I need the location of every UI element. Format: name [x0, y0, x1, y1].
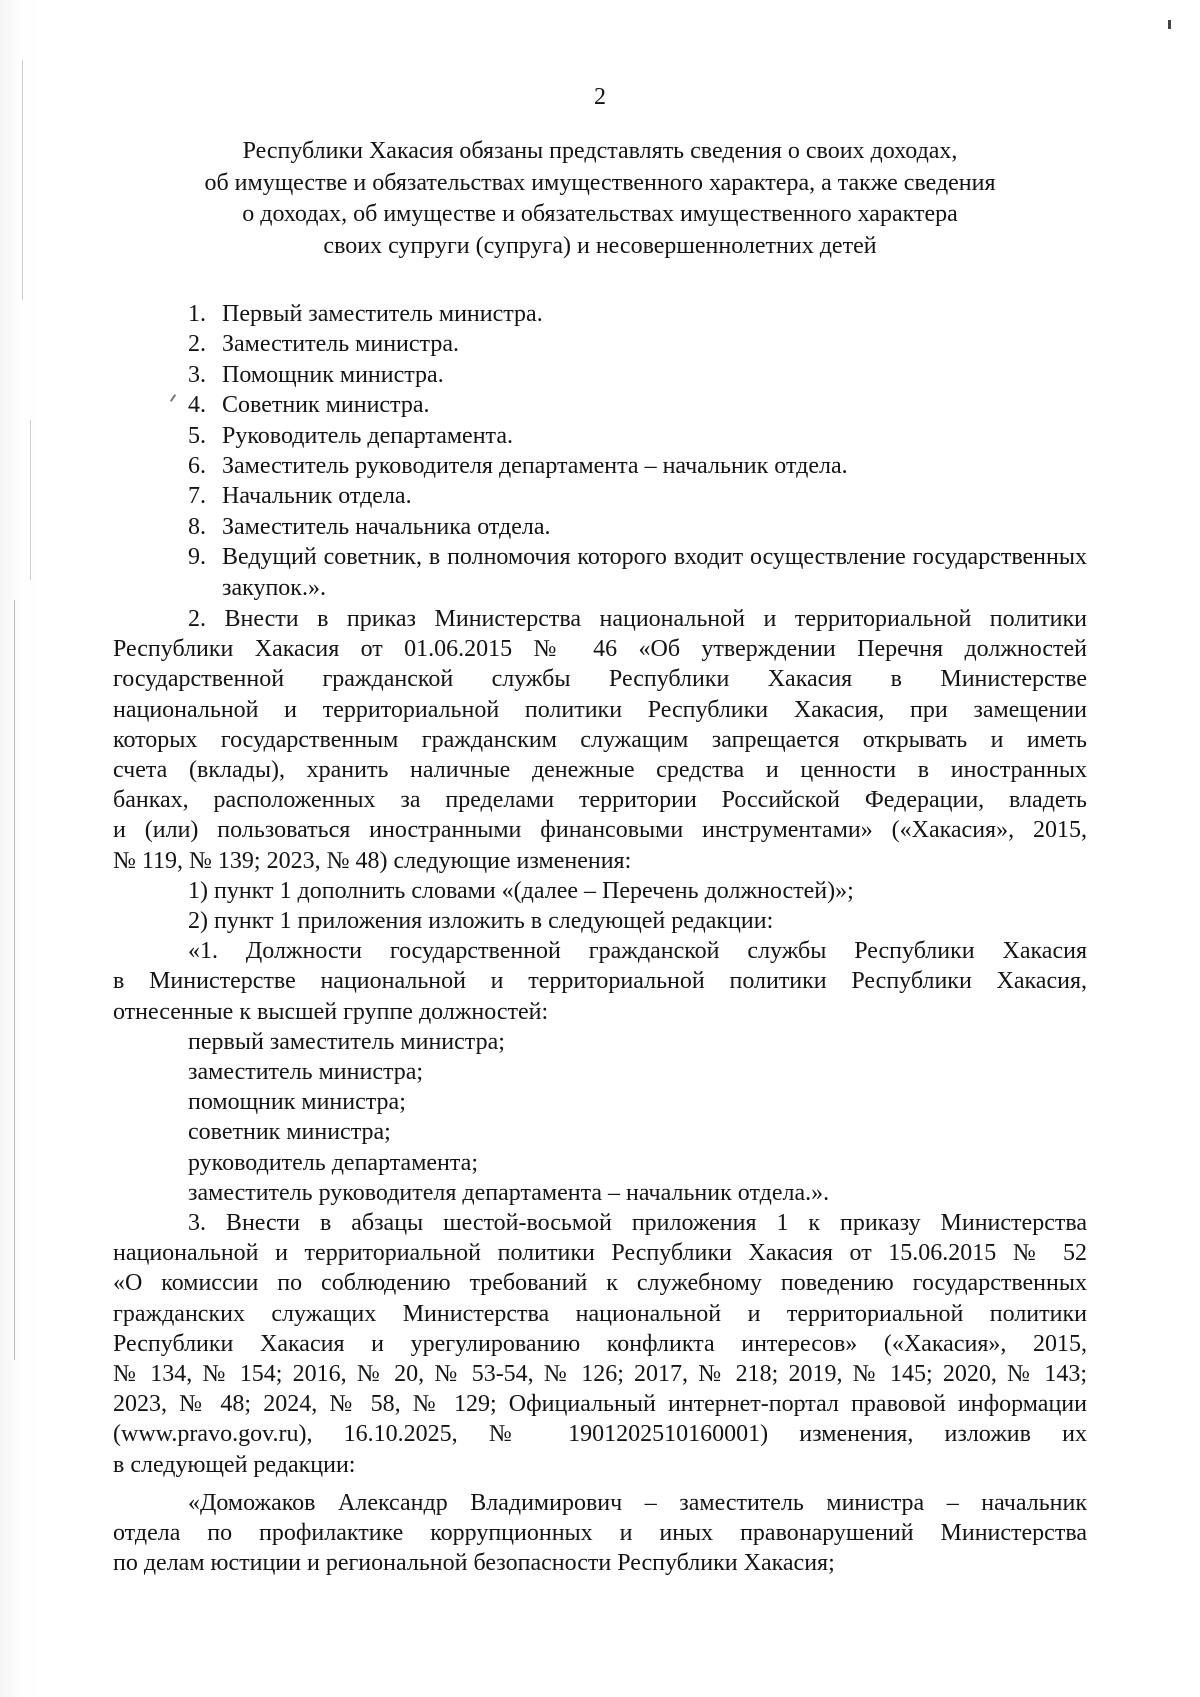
paragraph-line: 3. Внести в абзацы шестой-восьмой приложения 1 к приказу Министерства	[188, 1210, 1087, 1237]
paragraph-line: государственной гражданской службы Республики Хакасия в Министерстве	[113, 666, 1087, 693]
list-item	[188, 390, 1087, 420]
pen-tick-mark	[170, 394, 176, 402]
list-item-text: Заместитель руководителя департамента – начальник отдела.	[222, 453, 848, 480]
list-item-text: Помощник министра.	[222, 361, 444, 388]
list-item-number: 4.	[188, 392, 206, 419]
paragraph-line: Республики Хакасия от 01.06.2015 № 46 «Об утверждении Перечня должностей	[113, 636, 1087, 663]
document-body	[113, 604, 1087, 1579]
paragraph-line: в следующей редакции:	[113, 1451, 356, 1478]
paragraph-line: руководитель департамента;	[188, 1149, 478, 1176]
paragraph-line: Республики Хакасия и урегулированию конфликта интересов» («Хакасия», 2015,	[113, 1330, 1087, 1357]
list-item-text: Заместитель министра.	[222, 331, 459, 358]
list-item-number: 1.	[188, 301, 206, 327]
paragraph-line: № 134, № 154; 2016, № 20, № 53-54, № 126; 2017, № 218; 2019, № 145; 2020, № 143;	[113, 1361, 1087, 1388]
paragraph-line: отнесенные к высшей группе должностей:	[113, 998, 549, 1025]
section-title	[140, 136, 1060, 263]
scan-corner-mark	[1168, 20, 1171, 29]
page-number: 2	[594, 84, 606, 110]
list-item	[188, 421, 1087, 451]
list-item	[188, 542, 1087, 603]
title-line: об имуществе и обязательствах имущественного характера, а также сведения	[204, 169, 996, 196]
list-item-number: 3.	[188, 361, 206, 388]
list-item-text: Советник министра.	[222, 392, 430, 419]
list-item	[188, 299, 1087, 329]
list-item	[188, 360, 1087, 390]
positions-list	[188, 299, 1087, 603]
scan-streak	[14, 600, 15, 1360]
paragraph-line: в Министерстве национальной и территориальной политики Республики Хакасия,	[113, 968, 1087, 995]
list-item-number: 9.	[188, 544, 206, 571]
title-line: своих супруги (супруга) и несовершеннолетних детей	[323, 233, 877, 260]
title-line: о доходах, об имуществе и обязательствах имущественного характера	[242, 201, 958, 228]
paragraph-line: которых государственным гражданским служащим запрещается открывать и иметь	[113, 726, 1087, 753]
paragraph-line: заместитель руководителя департамента – начальник отдела.».	[188, 1179, 830, 1206]
list-item-number: 5.	[188, 422, 206, 449]
list-item-number: 8.	[188, 513, 206, 540]
paragraph-line: «Доможаков Александр Владимирович – заместитель министра – начальник	[188, 1489, 1087, 1516]
title-line: Республики Хакасия обязаны представлять сведения о своих доходах,	[242, 138, 958, 164]
paragraph-line: (www.pravo.gov.ru), 16.10.2025, № 1901202510160001) изменения, изложив их	[113, 1421, 1087, 1448]
list-item	[188, 512, 1087, 542]
scan-streak	[30, 420, 31, 580]
list-item-text: Заместитель начальника отдела.	[222, 513, 551, 540]
paragraph-line: национальной и территориальной политики Республики Хакасия от 15.06.2015 № 52	[113, 1240, 1087, 1267]
list-item	[188, 481, 1087, 511]
list-item-number: 7.	[188, 483, 206, 510]
list-item-number: 2.	[188, 331, 206, 358]
list-item-text: Первый заместитель министра.	[222, 301, 543, 327]
paragraph-line: первый заместитель министра;	[188, 1028, 505, 1055]
paragraph-line: помощник министра;	[188, 1089, 406, 1116]
paragraph-line: 1) пункт 1 дополнить словами «(далее – Перечень должностей)»;	[188, 877, 854, 904]
list-item-text: Ведущий советник, в полномочия которого входит осуществление государственных закупок.».	[222, 544, 1087, 601]
paragraph-line: счета (вклады), хранить наличные денежные средства и ценности в иностранных	[113, 757, 1087, 784]
list-item	[188, 329, 1087, 359]
list-item-text: Начальник отдела.	[222, 483, 412, 510]
paragraph-line: «1. Должности государственной гражданской службы Республики Хакасия	[188, 938, 1087, 965]
paragraph-line: «О комиссии по соблюдению требований к служебному поведению государственных	[113, 1270, 1087, 1297]
paragraph-line: отдела по профилактике коррупционных и иных правонарушений Министерства	[113, 1520, 1087, 1547]
paragraph-line: гражданских служащих Министерства национальной и территориальной политики	[113, 1300, 1087, 1327]
paragraph-line: советник министра;	[188, 1119, 391, 1146]
paragraph-line: № 119, № 139; 2023, № 48) следующие изменения:	[113, 847, 632, 874]
paragraph-line: 2023, № 48; 2024, № 58, № 129; Официальный интернет-портал правовой информации	[113, 1391, 1087, 1418]
list-item-text: Руководитель департамента.	[222, 422, 513, 449]
paragraph-line: заместитель министра;	[188, 1059, 424, 1086]
list-item	[188, 451, 1087, 481]
paragraph-line: 2) пункт 1 приложения изложить в следующей редакции:	[188, 908, 774, 935]
paragraph-line: и (или) пользоваться иностранными финансовыми инструментами» («Хакасия», 2015,	[113, 817, 1087, 844]
paragraph-line: 2. Внести в приказ Министерства национальной и территориальной политики	[188, 606, 1087, 632]
paragraph-line: национальной и территориальной политики Республики Хакасия, при замещении	[113, 696, 1087, 723]
list-item-number: 6.	[188, 453, 206, 480]
scan-edge-shadow	[0, 0, 42, 1697]
paragraph-line: банках, расположенных за пределами территории Российской Федерации, владеть	[113, 787, 1087, 814]
paragraph-line: по делам юстиции и региональной безопасности Республики Хакасия;	[113, 1550, 835, 1577]
